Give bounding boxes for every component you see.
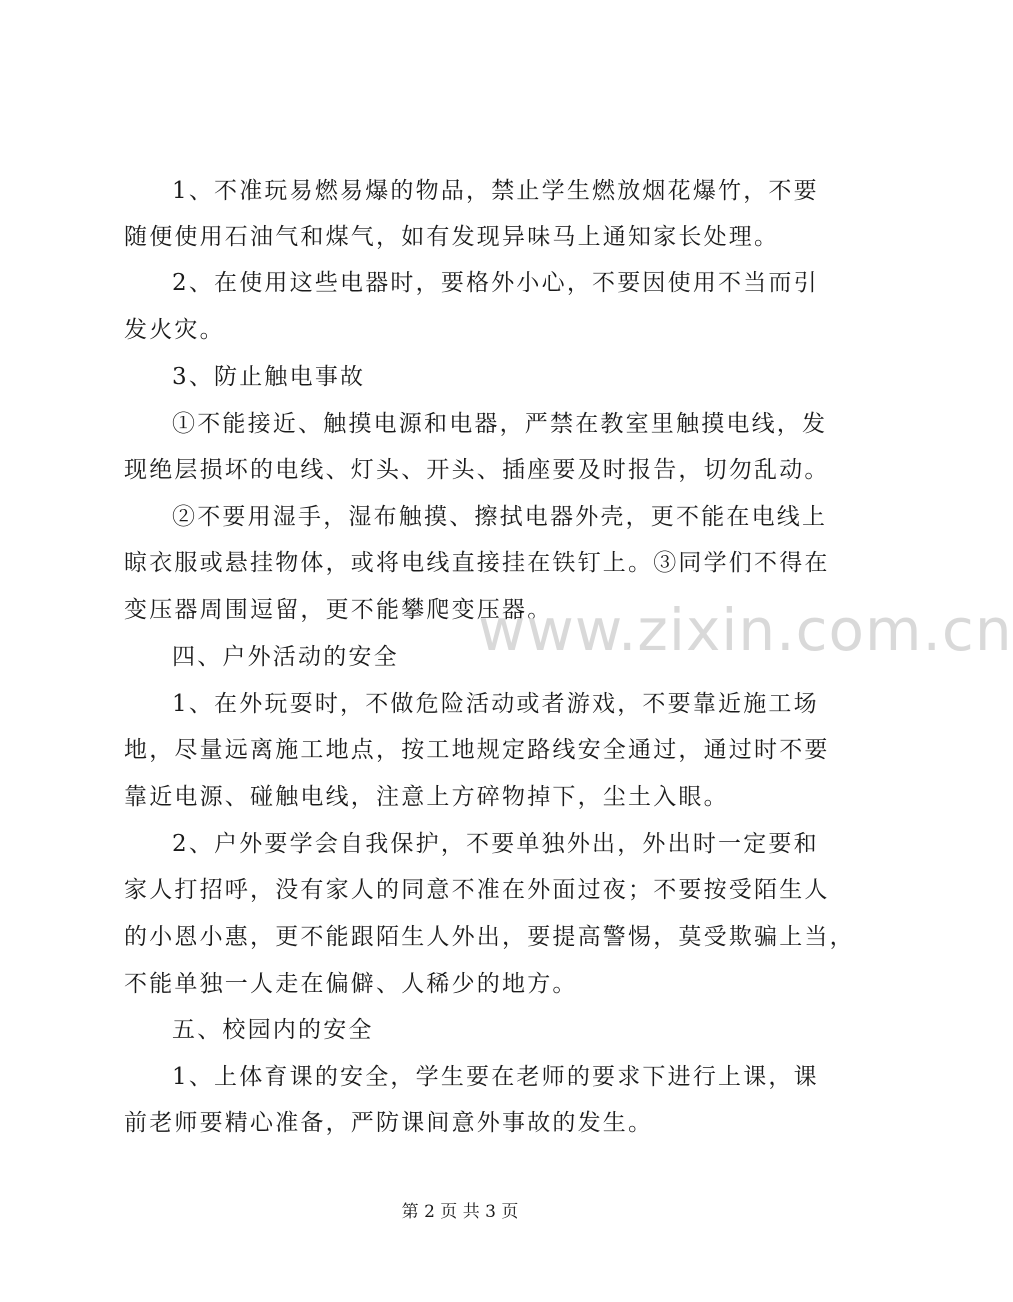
paragraph-line: 不能单独一人走在偏僻、人稀少的地方。 [124, 971, 578, 997]
paragraph-line: 2、户外要学会自我保护，不要单独外出，外出时一定要和 [172, 831, 819, 857]
paragraph-line: ①不能接近、触摸电源和电器，严禁在教室里触摸电线，发 [172, 411, 828, 437]
watermark: www.zixin.com.cn [478, 596, 1013, 664]
paragraph-line: 现绝层损坏的电线、灯头、开头、插座要及时报告，切勿乱动。 [124, 457, 830, 483]
paragraph-line: 靠近电源、碰触电线，注意上方碎物掉下，尘土入眼。 [124, 784, 729, 810]
section-heading: 四、户外活动的安全 [172, 644, 399, 670]
paragraph-line: 的小恩小惠，更不能跟陌生人外出，要提高警惕，莫受欺骗上当， [124, 924, 855, 950]
paragraph-line: 晾衣服或悬挂物体，或将电线直接挂在铁钉上。③同学们不得在 [124, 550, 830, 576]
paragraph-line: 变压器周围逗留，更不能攀爬变压器。 [124, 597, 553, 623]
page-footer: 第 2 页 共 3 页 [401, 1202, 519, 1222]
section-heading: 五、校园内的安全 [172, 1017, 374, 1043]
paragraph-line: 1、上体育课的安全，学生要在老师的要求下进行上课，课 [172, 1064, 819, 1090]
paragraph-line: 2、在使用这些电器时，要格外小心，不要因使用不当而引 [172, 270, 819, 296]
paragraph-line: 随便使用石油气和煤气，如有发现异味马上通知家长处理。 [124, 224, 780, 250]
paragraph-line: 1、在外玩耍时，不做危险活动或者游戏，不要靠近施工场 [172, 691, 819, 717]
paragraph-line: 地，尽量远离施工地点，按工地规定路线安全通过，通过时不要 [124, 737, 830, 763]
paragraph-line: 前老师要精心准备，严防课间意外事故的发生。 [124, 1110, 654, 1136]
paragraph-line: 发火灾。 [124, 317, 225, 343]
paragraph-line: 1、不准玩易燃易爆的物品，禁止学生燃放烟花爆竹，不要 [172, 178, 819, 204]
paragraph-line: ②不要用湿手，湿布触摸、擦拭电器外壳，更不能在电线上 [172, 504, 828, 530]
paragraph-line: 家人打招呼，没有家人的同意不准在外面过夜；不要按受陌生人 [124, 877, 830, 903]
section-heading: 3、防止触电事故 [172, 364, 366, 390]
